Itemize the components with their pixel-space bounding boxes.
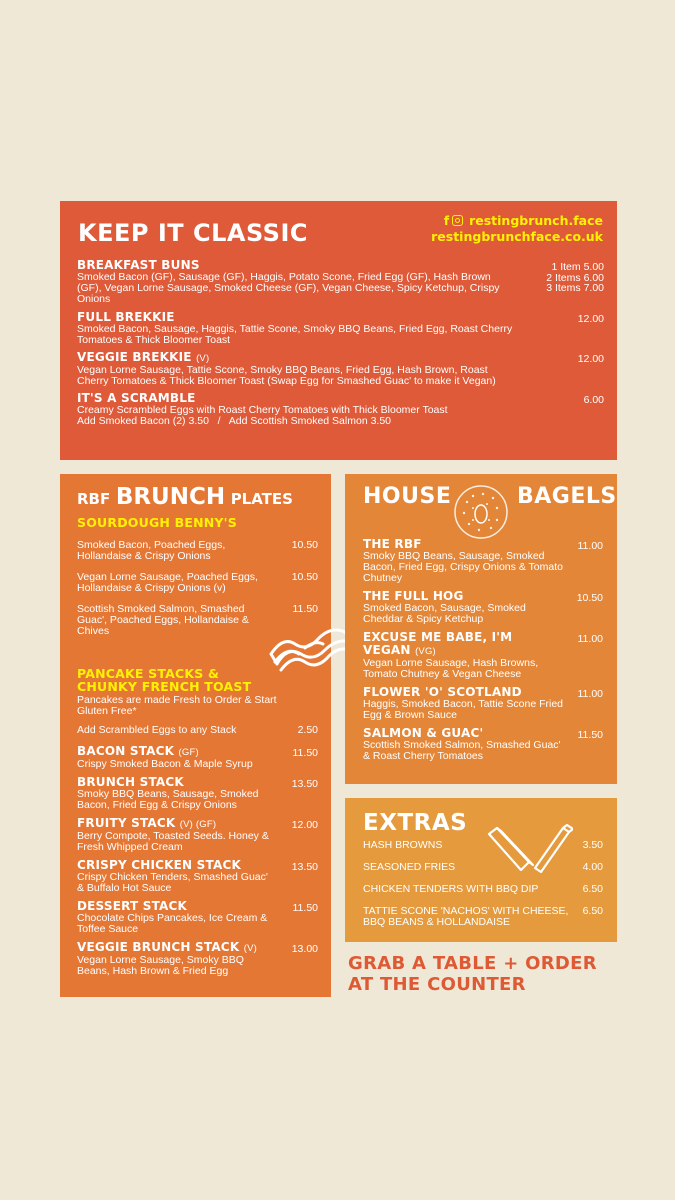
addon-row [77,725,318,736]
classic-items [77,259,604,427]
item-price: 13.00 [291,943,318,955]
item-name: TATTIE SCONE 'NACHOS' WITH CHEESE, BBQ BEANS & HOLLANDAISE [363,905,569,928]
item-price: 11.50 [292,603,318,615]
item-name: CHICKEN TENDERS WITH BBQ DIP [363,883,539,895]
item-price: 11.50 [577,729,603,741]
item-addons: Add Smoked Bacon (2) 3.50 / Add Scottish Smoked Salmon 3.50 [77,415,392,427]
item-price: 11.00 [577,633,603,645]
item-desc: Crispy Chicken Tenders, Smashed Guac' & Buffalo Hot Sauce [77,871,268,894]
item-name: THE RBF [363,537,422,551]
item-name: DESSERT STACK [77,899,188,913]
list-item [363,862,603,873]
order-instructions [348,953,597,995]
item-desc: Creamy Scrambled Eggs with Roast Cherry Tomatoes with Thick Bloomer Toast [77,404,448,416]
item-tag: (V) [196,353,210,364]
order-line-1: GRAB A TABLE + ORDER [348,953,597,974]
facebook-icon[interactable]: f [443,213,450,228]
website-link[interactable]: restingbrunchface.co.uk [431,229,603,244]
item-desc: Smoky BBQ Beans, Sausage, Smoked Bacon, Fried Egg & Crispy Onions [77,788,259,811]
benny-heading: SOURDOUGH BENNY'S [77,515,237,530]
item-name: HASH BROWNS [363,839,443,851]
list-item [77,859,318,894]
item-price: 10.50 [291,571,318,583]
menu-item [77,392,604,427]
classic-panel [60,201,617,460]
addon-desc: Add Scrambled Eggs to any Stack [77,724,237,736]
bagel-icon [453,484,509,540]
item-name: FRUITY STACK [77,816,176,830]
item-desc: Berry Compote, Toasted Seeds. Honey & Fresh Whipped Cream [77,830,269,853]
list-item [77,776,318,811]
item-name: THE FULL HOG [363,589,464,603]
item-price: 4.00 [582,861,603,873]
item-name: CRISPY CHICKEN STACK [77,858,241,872]
list-item [77,745,318,770]
extras-panel [345,798,617,942]
item-desc: Vegan Lorne Sausage, Poached Eggs, Hollandaise & Crispy Onions (v) [77,571,258,594]
extras-list [363,840,603,928]
social-handle[interactable]: restingbrunch.face [469,213,603,228]
item-tag: (GF) [178,747,199,758]
list-item [77,572,318,594]
item-name: FULL BREKKIE [77,310,175,324]
item-desc: Chocolate Chips Pancakes, Ice Cream & Toffee Sauce [77,912,268,935]
item-name-wrap [77,941,286,955]
list-item [363,590,603,625]
item-name: BRUNCH STACK [77,775,184,789]
list-item [77,817,318,853]
item-price: 10.50 [291,539,318,551]
menu-item [77,259,604,305]
list-item [363,686,603,721]
item-price: 12.00 [577,313,604,325]
list-item [77,900,318,935]
item-price: 6.00 [583,394,604,406]
price-2-items: 2 Items 6.00 [546,271,604,284]
bacon-icon [265,614,355,676]
item-desc: Smoked Bacon (GF), Sausage (GF), Haggis, Potato Scone, Fried Egg (GF), Hash Brown (GF), Vegan Lorne Sausage, Smoked Cheese (GF), Vegan Cheese, Spicy Ketchup, Crispy Onions [77,271,500,305]
item-name: VEGGIE BREKKIE [77,350,192,364]
item-price: 13.50 [291,778,318,790]
instagram-icon[interactable] [452,215,463,226]
item-desc: Smoked Bacon, Sausage, Smoked Cheddar & Spicy Ketchup [363,602,526,625]
item-price: 13.50 [291,861,318,873]
brunch-panel [60,474,331,997]
pancake-note: Pancakes are made Fresh to Order & Start Gluten Free* [77,694,277,717]
item-price: 3.50 [582,839,603,851]
pancake-heading-line2: CHUNKY FRENCH TOAST [77,679,252,694]
item-desc: Vegan Lorne Sausage, Hash Browns, Tomato Chutney & Vegan Cheese [363,657,539,680]
classic-title: KEEP IT CLASSIC [78,219,309,247]
list-item [363,727,603,762]
list-item [363,884,603,895]
item-price: 12.00 [291,819,318,831]
bagels-list [363,538,603,762]
bagels-title-left: HOUSE [363,484,452,509]
item-name: BACON STACK [77,744,175,758]
list-item [363,840,603,851]
item-name: BREAKFAST BUNS [77,258,200,272]
price-1-item: 1 Item 5.00 [551,261,604,273]
item-desc: Vegan Lorne Sausage, Smoky BBQ Beans, Hash Brown & Fried Egg [77,954,244,977]
bagels-panel [345,474,617,784]
item-desc: Haggis, Smoked Bacon, Tattie Scone Fried Egg & Brown Sauce [363,698,563,721]
item-name: FLOWER 'O' SCOTLAND [363,685,522,699]
brunch-title-prefix: RBF [77,490,111,508]
item-name: VEGGIE BRUNCH STACK [77,940,240,954]
item-tag: (V) [243,943,257,954]
item-price: 10.50 [576,592,603,604]
list-item [77,540,318,562]
social-links [431,213,603,244]
item-price: 6.50 [582,905,603,917]
item-price: 12.00 [577,353,604,365]
item-price: 11.50 [292,902,318,914]
list-item [363,631,603,680]
item-desc: Vegan Lorne Sausage, Tattie Scone, Smoky BBQ Beans, Fried Egg, Hash Brown, Roast Cherry Tomatoes & Thick Bloomer Toast (Swap Egg for Smashed Guac' to make it Vegan) [77,364,496,387]
item-name-wrap [77,817,286,831]
item-tag: (VG) [415,646,436,657]
item-name-wrap [363,631,513,658]
pancake-heading-line1: PANCAKE STACKS & [77,666,220,681]
item-tag: (V) (GF) [179,819,217,830]
list-item [77,941,318,977]
item-desc: Crispy Smoked Bacon & Maple Syrup [77,758,253,770]
stacks-list [77,725,318,977]
list-item [363,906,603,928]
item-name: EXCUSE ME BABE, I'M VEGAN [363,630,513,657]
extras-title: EXTRAS [363,810,468,836]
order-line-2: AT THE COUNTER [348,974,526,995]
item-price: 11.00 [577,688,603,700]
item-price: 11.00 [577,540,603,552]
item-name-wrap [77,745,287,759]
item-price: 11.50 [292,747,318,759]
list-item [363,538,603,584]
addon-price: 2.50 [297,724,318,736]
bagels-title-right: BAGELS [517,484,617,509]
item-name: IT'S A SCRAMBLE [77,391,196,405]
brunch-title [77,484,293,510]
menu-item [77,351,604,387]
item-name: SEASONED FRIES [363,861,456,873]
menu-item [77,311,604,346]
brunch-title-suffix: PLATES [230,490,293,508]
item-prices [546,259,604,294]
price-3-items: 3 Items 7.00 [546,282,604,294]
brunch-title-main: BRUNCH [115,484,226,510]
item-desc: Smoked Bacon, Sausage, Haggis, Tattie Scone, Smoky BBQ Beans, Fried Egg, Roast Cherry Tomatoes & Thick Bloomer Toast [77,323,513,346]
item-desc: Scottish Smoked Salmon, Smashed Guac' & Roast Cherry Tomatoes [363,739,561,762]
item-desc: Smoked Bacon, Poached Eggs, Hollandaise & Crispy Onions [77,539,226,562]
item-desc: Smoky BBQ Beans, Sausage, Smoked Bacon, Fried Egg, Crispy Onions & Tomato Chutney [363,550,563,584]
item-price: 6.50 [582,883,603,895]
pancake-heading [77,667,251,693]
item-name: SALMON & GUAC' [363,726,484,740]
item-name-wrap [77,351,572,365]
item-desc: Scottish Smoked Salmon, Smashed Guac', Poached Eggs, Hollandaise & Chives [77,603,249,637]
